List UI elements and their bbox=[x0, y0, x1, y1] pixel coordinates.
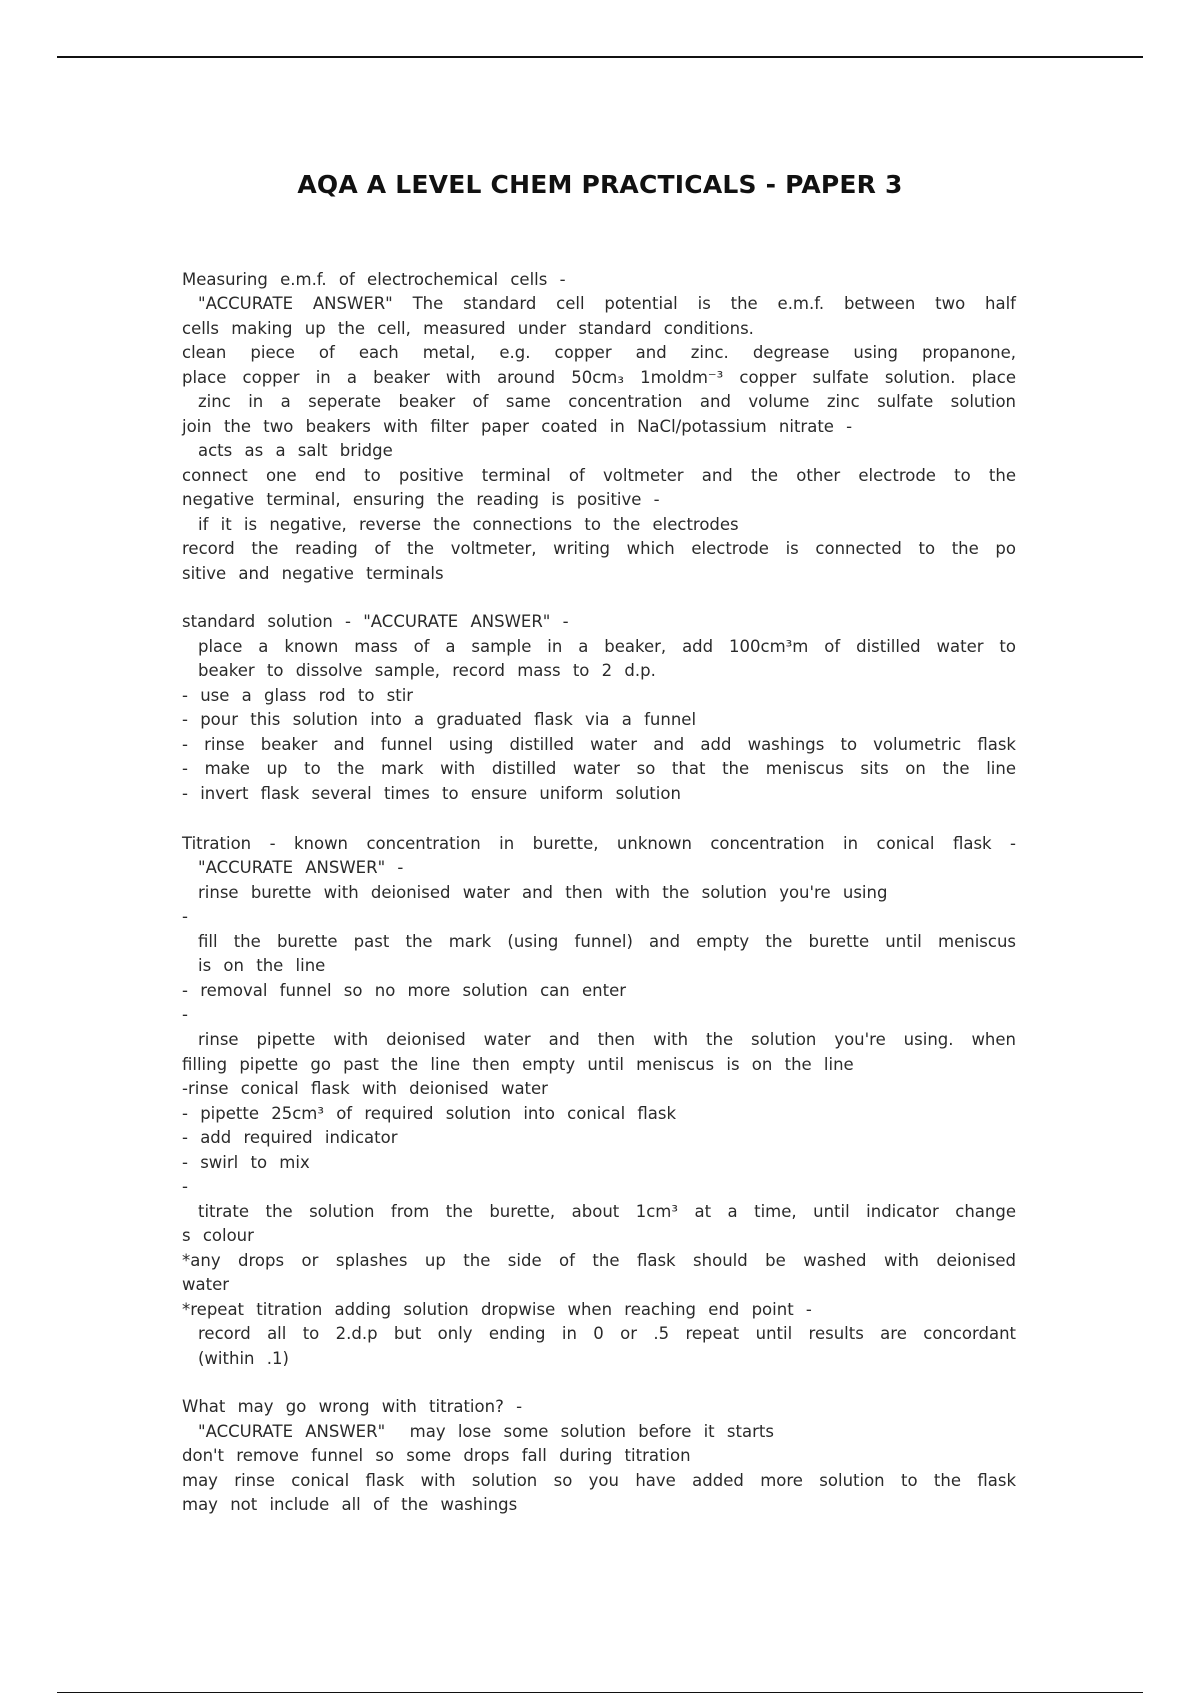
text-line: record all to 2.d.p but only ending in 0 or .5 repeat until results are concordant bbox=[198, 1324, 1016, 1343]
text-line: What may go wrong with titration? - bbox=[182, 1397, 523, 1416]
text-line: connect one end to positive terminal of voltmeter and the other electrode to the bbox=[182, 466, 1016, 485]
text-line: negative terminal, ensuring the reading is positive - bbox=[182, 490, 660, 509]
text-line: - pour this solution into a graduated flask via a funnel bbox=[182, 710, 697, 729]
text-line: - rinse beaker and funnel using distilled water and add washings to volumetric flask bbox=[182, 735, 1016, 754]
text-line: -rinse conical flask with deionised water bbox=[182, 1079, 548, 1098]
text-line: - pipette 25cm³ of required solution into conical flask bbox=[182, 1104, 677, 1123]
text-line: rinse burette with deionised water and then with the solution you're using bbox=[198, 883, 888, 902]
text-line: place copper in a beaker with around 50cm₃ 1moldm⁻³ copper sulfate solution. place bbox=[182, 368, 1016, 387]
text-line: zinc in a seperate beaker of same concentration and volume zinc sulfate solution bbox=[198, 392, 1016, 411]
text-line: *repeat titration adding solution dropwise when reaching end point - bbox=[182, 1300, 812, 1319]
top-rule bbox=[57, 56, 1143, 58]
text-line: Titration - known concentration in burette, unknown concentration in conical flask - bbox=[182, 834, 1016, 853]
text-line: titrate the solution from the burette, about 1cm³ at a time, until indicator change bbox=[198, 1202, 1016, 1221]
text-line: beaker to dissolve sample, record mass to 2 d.p. bbox=[198, 661, 656, 680]
text-line: acts as a salt bridge bbox=[198, 441, 393, 460]
text-line: water bbox=[182, 1275, 230, 1294]
text-line: join the two beakers with filter paper coated in NaCl/potassium nitrate - bbox=[182, 417, 853, 436]
text-line: - removal funnel so no more solution can enter bbox=[182, 981, 627, 1000]
text-line: - swirl to mix bbox=[182, 1153, 310, 1172]
text-line: fill the burette past the mark (using funnel) and empty the burette until meniscus bbox=[198, 932, 1016, 951]
text-line: don't remove funnel so some drops fall during titration bbox=[182, 1446, 691, 1465]
text-line: clean piece of each metal, e.g. copper and zinc. degrease using propanone, bbox=[182, 343, 1016, 362]
page-title: AQA A LEVEL CHEM PRACTICALS - PAPER 3 bbox=[297, 170, 903, 199]
text-line: place a known mass of a sample in a beaker, add 100cm³m of distilled water to bbox=[198, 637, 1016, 656]
text-line: "ACCURATE ANSWER" - bbox=[198, 858, 404, 877]
text-line: may not include all of the washings bbox=[182, 1495, 518, 1514]
text-line: filling pipette go past the line then empty until meniscus is on the line bbox=[182, 1055, 854, 1074]
text-line: - invert flask several times to ensure uniform solution bbox=[182, 784, 681, 803]
text-line: standard solution - "ACCURATE ANSWER" - bbox=[182, 612, 569, 631]
text-line: cells making up the cell, measured under standard conditions. bbox=[182, 319, 754, 338]
text-line: record the reading of the voltmeter, writing which electrode is connected to the po bbox=[182, 539, 1016, 558]
text-line: - make up to the mark with distilled water so that the meniscus sits on the line bbox=[182, 759, 1016, 778]
text-line: (within .1) bbox=[198, 1349, 289, 1368]
text-line: "ACCURATE ANSWER" The standard cell potential is the e.m.f. between two half bbox=[198, 294, 1016, 313]
text-line: - bbox=[182, 1005, 188, 1024]
text-line: rinse pipette with deionised water and then with the solution you're using. when bbox=[198, 1030, 1016, 1049]
text-line: - bbox=[182, 1177, 188, 1196]
text-line: - bbox=[182, 907, 188, 926]
text-line: may rinse conical flask with solution so you have added more solution to the flask bbox=[182, 1471, 1016, 1490]
bottom-rule bbox=[57, 1692, 1143, 1693]
text-line: *any drops or splashes up the side of the flask should be washed with deionised bbox=[182, 1251, 1016, 1270]
text-line: - use a glass rod to stir bbox=[182, 686, 414, 705]
text-line: if it is negative, reverse the connections to the electrodes bbox=[198, 515, 739, 534]
text-line: sitive and negative terminals bbox=[182, 564, 444, 583]
text-line: is on the line bbox=[198, 956, 326, 975]
text-line: s colour bbox=[182, 1226, 254, 1245]
text-line: Measuring e.m.f. of electrochemical cells - bbox=[182, 270, 566, 289]
text-line: - add required indicator bbox=[182, 1128, 398, 1147]
text-line: "ACCURATE ANSWER" may lose some solution before it starts bbox=[198, 1422, 774, 1441]
